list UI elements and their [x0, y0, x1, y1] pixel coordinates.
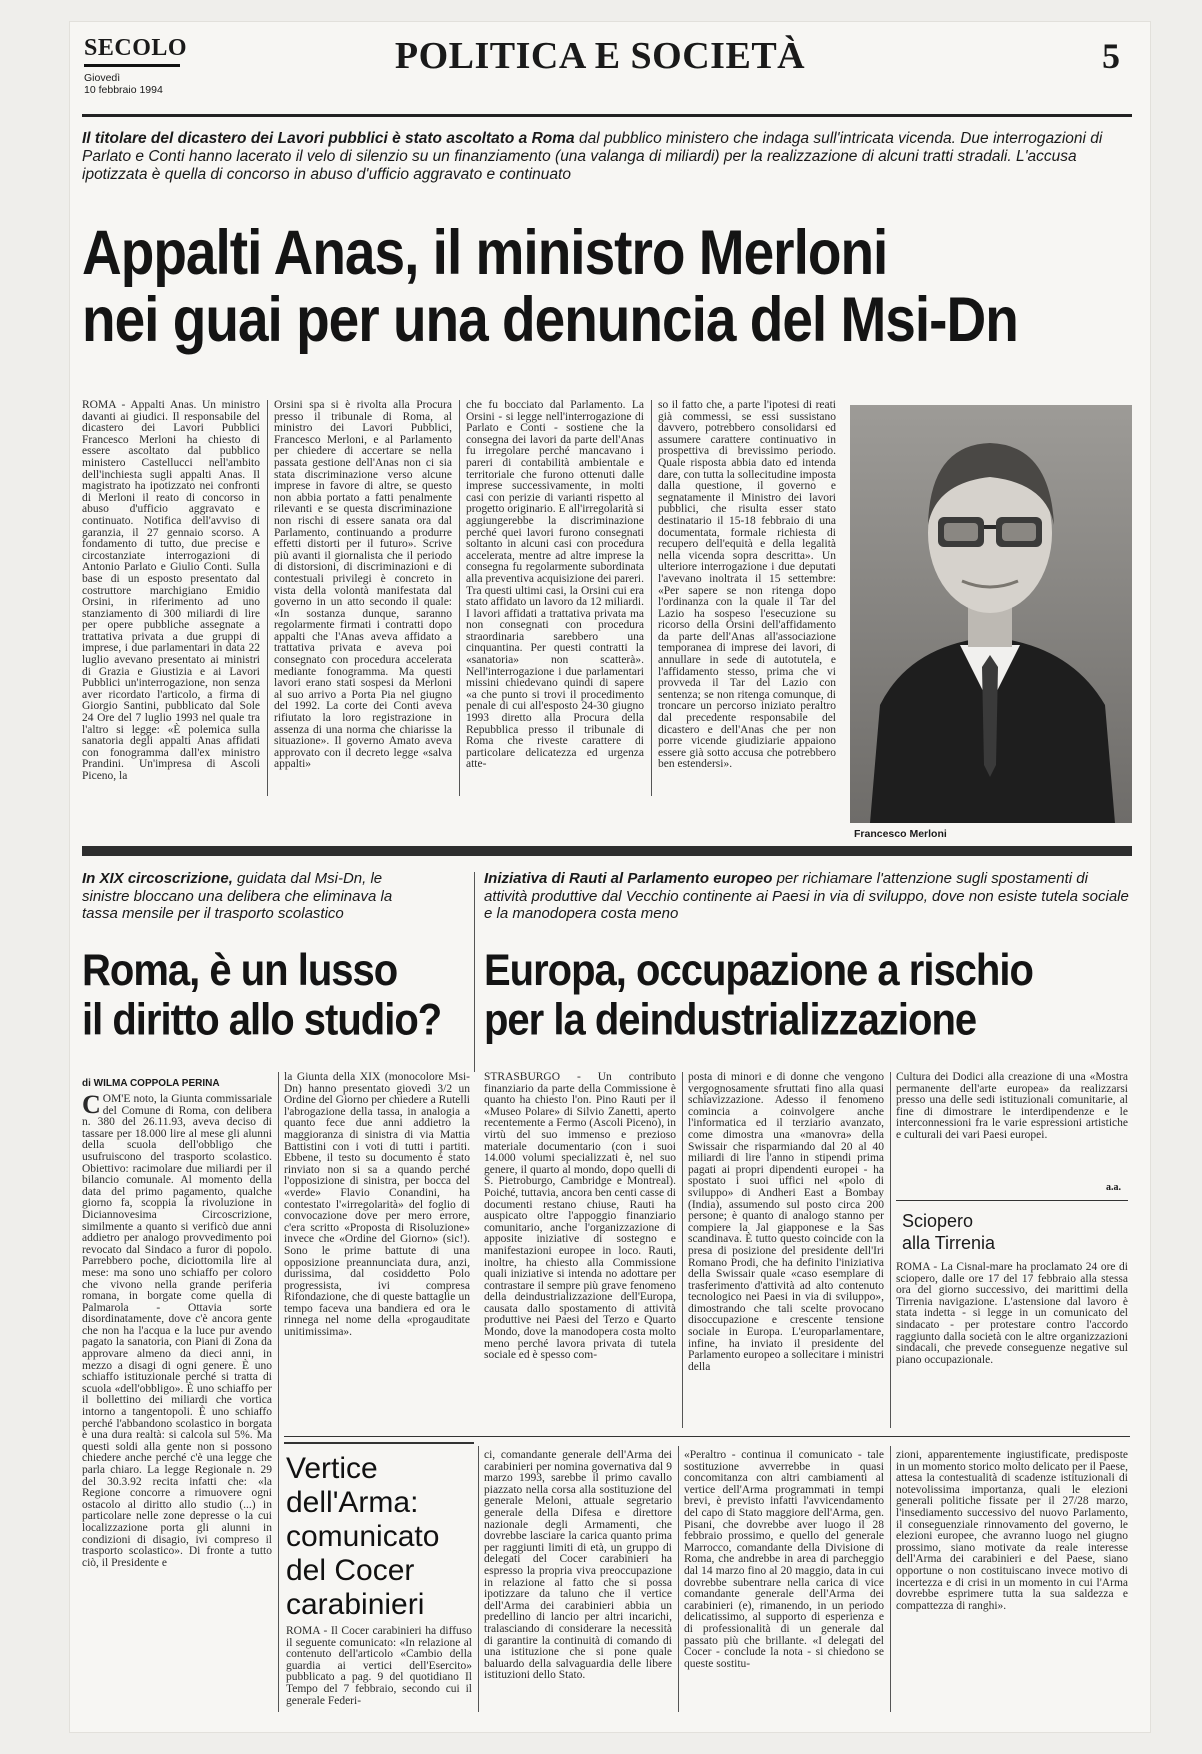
school-article-col-1: C OM'È noto, la Giunta commissariale del Comune di Roma, con delibera n. 380 del 26.11.93, aveva deciso di tassare per 18.000 lire al mese gli alunni della scuola dell'obbligo che usufruiscono del trasporto scolastico. Obiettivo: racimolare due miliardi per il bilancio comunale. Al momento della data del primo pagamento, qualche giorno fa, scoppia la rivoluzione in Diciannovesima Circoscrizione, similmente a quanto si verificò due anni addietro per analogo provvedimento poi revocato dal Sindaco a furor di popolo. Parrebbero poche, diciottomila lire al mese: ma sono uno schiaffo per coloro che vivono nella grande periferia romana, in borgate come quella di Palmarola - Ottavia sorte disordinatamente, dove c'è ancora gente che non ha l'acqua e la luce pur avendo pagato la sanatoria, con Piani di Zona da approvare almeno da dieci anni, in mezzo a disagi di ogni genere. È uno schiaffo istituzionale perché si tratta di scuola «dell'obbligo». È uno schiaffo per il bollettino dei miliardi che vortica intorno a tangentopoli. È uno schiaffo perché l'abbandono scolastico in borgata è una dura realtà: si calcola sul 5%. Ma questi soldi alla gente non si possono chiedere anche perché c'è una legge che parla chiaro. La legge Regionale n. 29 del 30.3.92 recita infatti che: «la Regione concorre a rimuovere ogni ostacolo al diritto allo studio (...) in particolare nelle zone depresse o la cui localizzazione porta gli alunni in condizioni di disagio, ivi compreso il trasporto scolastico». Di fronte a tutto ciò, il Presidente e [82, 1094, 272, 1569]
masthead-rule [82, 114, 1132, 117]
arma-headline-line5: carabinieri [286, 1588, 425, 1621]
page-number: 5 [1102, 36, 1120, 76]
column-divider [651, 400, 652, 796]
school-headline [82, 946, 462, 1045]
europe-article-col-1: STRASBURGO - Un contributo finanziario da parte della Commissione è quanto ha chiesto l'on. Pino Rauti per il «Museo Polare» di Silvio Zanetti, aperto recentemente a Fermo (Ascoli Piceno), in virtù del suo immenso e prezioso materiale documentario (con i suoi 14.000 volumi specializzati è, nel suo genere, il quarto al mondo, dopo quelli di S. Pietroburgo, Cambridge e Montreal). Poiché, tuttavia, ancora ben centi casse di documenti restano chiuse, Rauti ha auspicato oltre l'appoggio finanziario comunitario, anche l'organizzazione di apposite iniziative di sostegno e manifestazioni europee in loco. Rauti, inoltre, ha chiesto alla Commissione quali iniziative si intenda no adottare per contrastare il sempre più grave fenomeno della deindustrializzazione dell'Europa, causata dallo spostamento di attività produttive nei Paesi del Terzo e Quarto Mondo, dove la manodopera costa molto meno perché lavora privata di tutela sociale ed è spesso com- [484, 1072, 676, 1362]
tirrenia-headline-line2: alla Tirrenia [902, 1233, 996, 1253]
europe-article-col-3: Cultura dei Dodici alla creazione di una «Mostra permanente dell'arte europea» da realizzarsi presso una delle sedi istituzionali comunitarie, al fine di dimostrare le interdipendenze e le interconnessioni fra le varie espressioni artistiche e culturali dei vari Paesi europei. [896, 1072, 1128, 1141]
merloni-photo [850, 405, 1132, 823]
europe-signoff: a.a. [1106, 1182, 1121, 1193]
school-article-col-2: la Giunta della XIX (monocolore Msi-Dn) hanno presentato giovedì 3/2 un Ordine del Giorno per chiedere a Rutelli l'abrogazione della tassa, in analogia a quanto fece due anni addietro la maggioranza di sinistra di via Mattia Battistini con i voti di tutti i partiti. Ebbene, il testo su documento è stato rinviato non si sa a quando perché l'opposizione di sinistra, per bocca del «verde» Flavio Conandini, ha contestato l'«irregolarità» del foglio di convocazione dove per mero errore, c'era scritto «Proposta di Risoluzione» invece che «Ordine del Giorno» (sic!). Sono le prime battute di una opposizione preannunciata dura, anzi, durissima, dal cosiddetto Polo progressista, ivi compresa Rifondazione, che di queste battaglie un tempo faceva una bandiera ed ora le rinnega nel nome della «progauditate unitimissima». [284, 1072, 470, 1339]
tirrenia-headline [902, 1210, 1128, 1254]
dateline-day: Giovedì [84, 72, 121, 84]
arma-headline-line4: del Cocer [286, 1554, 415, 1587]
dateline-date: 10 febbraio 1994 [84, 84, 163, 96]
europe-headline [484, 946, 1130, 1045]
photo-caption: Francesco Merloni [854, 828, 947, 840]
main-article-col-2: Orsini spa si è rivolta alla Procura presso il tribunale di Roma, al ministro dei Lavori Pubblici, Francesco Merloni, e al Parlamento per chiedere di accertare se nella passata gestione dell'Anas non ci sia stata discriminazione verso alcune imprese in favore di altre, se questo non abbia portato a fatti penalmente rilevanti e se questa discriminazione non rischi di essere sanata ora dal Parlamento, continuando a produrre effetti distorti per il futuro». Scrive più avanti il giornalista che il periodo di distorsioni, di discriminazioni e di contestuali privilegi è concreto in vista della volontà manifestata dal governo in un atto secondo il quale: «In sostanza dunque, saranno regolarmente firmati i contratti dopo appalti che l'Anas aveva affidato a trattativa privata e aveva poi consegnato con procedura accelerata mediante fonogramma. Ma questi lavori erano stati sospesi da Merloni al suo arrivo a Porta Pia nel giugno del 1992. La corte dei Conti aveva rifiutato la loro registrazione in assenza di una norma che chiarisse la situazione». Il governo Amato aveva approvato con il decreto legge «salva appalti» [274, 400, 452, 771]
main-headline-line2: nei guai per una denuncia del Msi-Dn [82, 283, 1018, 355]
column-divider [459, 400, 460, 796]
school-kicker-bold: In XIX circoscrizione, [82, 870, 233, 887]
school-kicker-text: guidata dal Msi-Dn, le sinistre bloccano una delibera che eliminava la tassa mensile per il trasporto scolastico [82, 870, 393, 922]
main-article-col-3: che fu bocciato dal Parlamento. La Orsini - si legge nell'interrogazione di Parlato e Conti - sostiene che la consegna dei lavori da parte dell'Anas fu irregolare perché mancavano i pareri di contabilità ambientale e territoriale che furono ottenuti dalle imprese successivamente, in molti casi con perizie di varianti rispetto al progetto originario. E all'irregolarità si aggiungerebbe la discriminazione perché quei lavori furono consegnati soltanto in alcuni casi con procedura accelerata, mentre ad altre imprese la consegna fu regolarmente subordinata alla preventiva acquisizione dei pareri. Tra questi ultimi casi, la Orsini cui era stato affidato un lavoro da 12 miliardi. I lavori affidati a trattativa privata ma non consegnati con procedura straordinaria sarebbero una cinquantina. Per questi contratti la «sanatoria» non scatterà». Nell'interrogazione i due parlamentari missini chiedevano quindi di sapere «a che punto si trovi il procedimento penale di cui all'esposto 24-30 giugno 1993 diretto alla Procura della Repubblica presso il tribunale di Roma che riveste carattere di particolare delicatezza ed urgenza atte- [466, 400, 644, 771]
logo-underline [84, 64, 180, 67]
brief-top-rule [896, 1200, 1128, 1201]
lower-rule [284, 1436, 1130, 1437]
main-kicker [82, 130, 1122, 184]
europe-headline-line1: Europa, occupazione a rischio [484, 946, 1033, 996]
arma-article-col-4: zioni, apparentemente ingiustificate, predisposte in un momento storico molto delicato per il Paese, attesa la contestualità di scadenze istituzionali di notevolissima importanza, quali le elezioni generali politiche fissate per il 27/28 marzo, l'insediamento successivo del nuovo Parlamento, il conseguenziale rinnovamento del governo, le elezioni europee, che avranno luogo nel giugno prossimo, siano motivate da reale interesse dell'Arma dei carabinieri e del Paese, siano opportune o non costituiscano invece motivo di incertezza e di crisi in un momento in cui l'Arma dovrebbe esprimere tutta la sua saldezza e compattezza di ranghi». [896, 1450, 1128, 1612]
arma-headline-line3: comunicato [286, 1520, 440, 1553]
arma-article-col-2: ci, comandante generale dell'Arma dei carabinieri per nomina governativa dal 9 marzo 1993, sarebbe il primo cavallo piazzato nella corsa alla sostituzione del generale Meloni, attuale segretario generale della Difesa e direttore nazionale degli Armamenti, che dovrebbe lasciare la carica quanto prima per raggiunti limiti di età, un gruppo di delegati del Cocer carabinieri ha espresso la propria viva preoccupazione in relazione al fatto che si possa ipotizzare da taluno che il vertice dell'Arma dei carabinieri abbia un predellino di lancio per altri incarichi, tralasciando di considerare la necessità di garantire la continuità di comando di una istituzione che si pone quale baluardo della salvaguardia delle libere istituzioni dello Stato. [484, 1450, 672, 1682]
column-divider [278, 1072, 279, 1712]
europe-kicker-text: per richiamare l'attenzione sugli spostamenti di attività produttive dal Vecchio continente ai Paesi in via di sviluppo, dove non esiste tutela sociale e la manodopera costa meno [484, 870, 1129, 922]
column-divider [478, 1446, 479, 1712]
school-headline-line1: Roma, è un lusso [82, 946, 398, 996]
tirrenia-headline-line1: Sciopero [902, 1211, 974, 1231]
column-divider [682, 1072, 683, 1428]
main-article-col-1: ROMA - Appalti Anas. Un ministro davanti ai giudici. Il responsabile del dicastero dei Lavori Pubblici Francesco Merloni ha chiesto di essere ascoltato dal pubblico ministero Castellucci nell'ambito dell'inchiesta sugli appalti Anas. Il magistrato ha ipotizzato nei confronti di Merloni il reato di concorso in abuso d'ufficio aggravato e continuato. Notifica dell'avviso di garanzia, il 27 gennaio scorso. A fondamento di tutto, due precise e circostanziate interrogazioni di Antonio Parlato e Giulio Conti. Sulla base di un esposto presentato dal costruttore marchigiano Emidio Orsini, in riferimento ad uno stanziamento di 300 miliardi di lire per opere pubbliche assegnate a trattativa privata a due gruppi di imprese, i due parlamentari in data 22 luglio avevano presentato ai ministri di Grazia e Giustizia e ai Lavori Pubblici un'interrogazione, non senza aver ricordato l'articolo, a firma di Giorgio Santini, pubblicato dal Sole 24 Ore del 7 luglio 1993 nel quale tra l'altro si legge: «È polemica sulla sanatoria degli appalti Anas affidati con fonogramma dall'ex ministro Prandini. Un'impresa di Ascoli Piceno, la [82, 400, 260, 782]
portrait-image [850, 405, 1132, 823]
school-headline-line2: il diritto allo studio? [82, 995, 442, 1045]
school-kicker [82, 870, 412, 923]
arma-headline-line2: dell'Arma: [286, 1486, 419, 1519]
main-kicker-bold: Il titolare del dicastero dei Lavori pubblici è stato ascoltato a Roma [82, 130, 575, 147]
column-divider [678, 1446, 679, 1712]
column-divider [890, 1446, 891, 1712]
arma-headline [286, 1452, 472, 1622]
column-divider [267, 400, 268, 796]
europe-article-col-2: posta di minori e di donne che vengono vergognosamente sfruttati fino alla quasi schiavizzazione. Adesso il fenomeno comincia a coinvolgere anche l'informatica ed il terziario avanzato, come dimostra una «manovra» della Swissair che risparmiando dal 20 al 40 miliardi di lire l'anno in stipendi prima pagati ai propri dipendenti europei - ha spostato i suoi uffici nel «polo di sviluppo» di Andheri East a Bombay (India), assumendo sul posto circa 200 persone; è quanto di analogo stanno per compiere la Jal giapponese e la Sas scandinava. È tutto questo coincide con la presa di posizione del presidente dell'Iri Romano Prodi, che ha definito l'iniziativa della Swissair quale «caso esemplare di trasferimento d'attività ad alto contenuto tecnologico nei Paesi in via di sviluppo», dimostrando che tali scelte provocano disoccupazione e crescente tensione sociale in Europa. L'europarlamentare, infine, ha inviato il presidente del Parlamento europeo a sollecitare i ministri della [688, 1072, 884, 1373]
arma-top-rule [284, 1442, 474, 1444]
dateline [84, 72, 163, 96]
tirrenia-article-body: ROMA - La Cisnal-mare ha proclamato 24 ore di sciopero, dalle ore 17 del 17 febbraio alla stessa ora del giorno successivo, dei marittimi della Tirrenia navigazione. L'astensione dal lavoro è stata indetta - si legge in un comunicato del sindacato - per protestare contro l'accordo raggiunto dalla società con le altre organizzazioni sindacali, che prevede conseguenze negative sul piano occupazionale. [896, 1262, 1128, 1366]
arma-article-col-3: «Peraltro - continua il comunicato - tale sostituzione avverrebbe in quasi concomitanza con altri cambiamenti al vertice dell'Arma programmati in tempi brevi, è previsto infatti l'avvicendamento del capo di Stato maggiore dell'Arma, gen. Pisani, che dovrebbe aver luogo il 28 febbraio prossimo, e quello del generale Marrocco, comandante della Divisione di Roma, che andrebbe in area di parcheggio dal 14 marzo fino al 20 maggio, data in cui dovrebbe subentrare nella carica di vice comandante generale dell'Arma dei carabinieri (e), rimanendo, in un periodo delicatissimo, al supporto di esperienza e di professionalità di un generale dal passato più che brillante. «I delegati del Cocer - conclude la nota - si chiedono se queste sostitu- [684, 1450, 884, 1670]
section-divider [82, 846, 1132, 856]
main-article-col-4: so il fatto che, a parte l'ipotesi di reati già commessi, se essi sussistano davvero, potrebbero consolidarsi ed assumere carattere continuativo in prospettiva di brevissimo periodo. Quale risposta abbia dato ed intenda dare, con tutta la sollecitudine imposta dalla questione, il governo e segnatamente il Ministro dei lavori pubblici, che risulta esser stato destinatario il 15-18 febbraio di una documentata, formale richiesta di recupero dell'equità e della legalità nella vicenda sopra descritta». Un ulteriore interrogazione i due deputati l'avevano inoltrata il 15 settembre: «Per sapere se non ritenga dopo l'ordinanza con la quale il Tar del Lazio ha sospeso l'esecuzione su ricorso della Orsini dell'affidamento da parte dell'Anas all'associazione temporanea di imprese dei lavori, di annullare in sede di autotutela, e l'affidamento stesso, prima che vi provveda il Tar del Lazio con sentenza; se non ritenga comunque, di troncare un percorso iniziato peraltro dal precedente responsabile del dicastero e dell'Anas che per non porre vicende giudiziarie appaiono essere già sotto accusa che potrebbero ben estendersi». [658, 400, 836, 771]
main-kicker-text: dal pubblico ministero che indaga sull'intricata vicenda. Due interrogazioni di Parlato e Conti hanno lacerato il velo di silenzio su un finanziamento (una valanga di miliardi) per la realizzazione di alcuni tratti stradali. L'accusa ipotizzata è quella di concorso in abuso d'ufficio aggravato e continuato [82, 130, 1103, 183]
newspaper-page [70, 22, 1150, 1732]
column-divider [474, 872, 475, 1072]
europe-kicker-bold: Iniziativa di Rauti al Parlamento europeo [484, 870, 773, 887]
column-divider [890, 1072, 891, 1428]
newspaper-logo: SECOLO [84, 35, 188, 61]
europe-headline-line2: per la deindustrializzazione [484, 995, 977, 1045]
main-headline [82, 216, 1132, 355]
europe-kicker [484, 870, 1130, 923]
school-byline: di WILMA COPPOLA PERINA [82, 1078, 220, 1089]
drop-cap: C [82, 1094, 101, 1119]
arma-headline-line1: Vertice [286, 1452, 378, 1485]
section-title: POLITICA E SOCIETÀ [394, 35, 806, 77]
main-headline-line1: Appalti Anas, il ministro Merloni [82, 216, 888, 288]
arma-article-col-1: ROMA - Il Cocer carabinieri ha diffuso il seguente comunicato: «In relazione al contenuto dell'articolo «Cambio della guardia ai vertici dell'Esercito» pubblicato a pag. 9 del quotidiano Il Tempo del 7 febbraio, secondo cui il generale Federi- [286, 1626, 472, 1707]
